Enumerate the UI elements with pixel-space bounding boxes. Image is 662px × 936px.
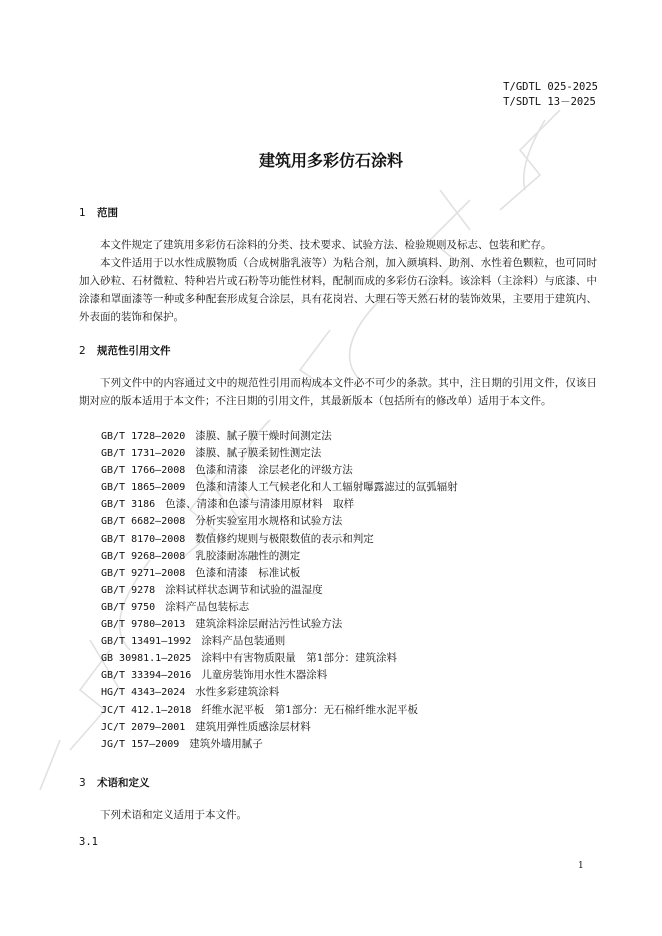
reference-item (101, 719, 458, 736)
reference-code: JC/T 2079—2001 (101, 721, 186, 733)
reference-title: 乳胶漆耐冻融性的测定 (195, 549, 301, 562)
section-title: 范围 (97, 207, 118, 219)
scope-paragraphs (79, 236, 597, 326)
reference-list (101, 428, 458, 753)
section-heading-scope (79, 205, 118, 220)
section-title: 规范性引用文件 (97, 345, 171, 357)
reference-item (101, 479, 458, 496)
reference-title: 建筑用弹性质感涂层材料 (195, 720, 311, 733)
section-number: 3 (79, 777, 86, 789)
section-number: 1 (79, 207, 86, 219)
reference-title: 色漆和清漆 标准试板 (195, 566, 301, 579)
reference-item (101, 702, 458, 719)
reference-title: 纤维水泥平板 第1部分：无石棉纤维水泥平板 (201, 703, 418, 716)
reference-title: 水性多彩建筑涂料 (195, 686, 280, 699)
reference-code: GB/T 1766—2008 (101, 465, 186, 477)
page-number: 1 (578, 861, 584, 871)
standard-code: T/SDTL 13－2025 (503, 96, 596, 108)
reference-item (101, 445, 458, 462)
reference-item (101, 496, 458, 513)
paragraph: 下列术语和定义适用于本文件。 (100, 809, 247, 821)
reference-item (101, 462, 458, 479)
reference-title: 涂料产品包装标志 (165, 600, 250, 613)
reference-code: GB/T 6682—2008 (101, 516, 186, 528)
reference-item (101, 548, 458, 565)
section-heading-normative-references (79, 343, 171, 358)
reference-item (101, 513, 458, 530)
reference-item (101, 428, 458, 445)
document-title: 建筑用多彩仿石涂料 (258, 151, 403, 170)
reference-code: GB/T 33394—2016 (101, 670, 192, 682)
reference-title: 漆膜、腻子膜干燥时间测定法 (195, 430, 332, 442)
reference-title: 色漆和清漆人工气候老化和人工辐射曝露滤过的氙弧辐射 (195, 481, 458, 494)
reference-item (101, 565, 458, 582)
reference-title: 漆膜、腻子膜柔韧性测定法 (195, 447, 322, 460)
reference-title: 涂料试样状态调节和试验的温湿度 (165, 583, 323, 596)
section-title: 术语和定义 (97, 777, 150, 789)
reference-title: 建筑外墙用腻子 (189, 737, 263, 750)
reference-code: JC/T 412.1—2018 (101, 704, 192, 716)
reference-item (101, 650, 458, 667)
reference-title: 分析实验室用水规格和试验方法 (195, 515, 343, 528)
reference-title: 儿童房装饰用水性木器涂料 (201, 669, 328, 682)
reference-item (101, 633, 458, 650)
paragraph: 本文件适用于以水性成膜物质（合成树脂乳液等）为粘合剂，加入颜填料、助剂、水性着色颗粒，也可同时加入砂粒、石材微粒、特种岩片或石粉等功能性材料，配制而成的多彩仿石涂料。该涂料（主涂料）与底漆、中涂漆和罩面漆等一种或多种配套形成复合涂层，具有花岗岩、大理石等天然石材的装饰效果，主要用于建筑内、外表面的装饰和保护。 (79, 257, 597, 323)
reference-title: 涂料产品包装通则 (201, 635, 286, 648)
reference-title: 色漆和清漆 涂层老化的评级方法 (195, 464, 353, 477)
reference-item (101, 582, 458, 599)
reference-code: GB/T 9268—2008 (101, 550, 186, 562)
paragraph: 本文件规定了建筑用多彩仿石涂料的分类、技术要求、试验方法、检验规则及标志、包装和贮存。 (100, 239, 552, 251)
reference-code: GB/T 1731—2020 (101, 448, 186, 460)
section-number: 2 (79, 345, 86, 357)
references-intro (79, 374, 597, 410)
paragraph: 下列文件中的内容通过文中的规范性引用而构成本文件必不可少的条款。其中，注日期的引用文件，仅该日期对应的版本适用于本文件；不注日期的引用文件，其最新版本（包括所有的修改单）适用于本文件。 (79, 377, 597, 407)
reference-code: GB/T 1728—2020 (101, 431, 186, 442)
standard-code: T/GDTL 025-2025 (503, 81, 598, 93)
reference-item (101, 667, 458, 684)
reference-code: GB/T 9278 (101, 584, 156, 596)
reference-title: 色漆、清漆和色漆与清漆用原材料 取样 (165, 498, 355, 511)
reference-code: GB 30981.1—2025 (101, 653, 192, 665)
standard-codes (503, 80, 598, 110)
reference-item (101, 684, 458, 701)
reference-code: GB/T 9271—2008 (101, 567, 186, 579)
terms-intro (79, 806, 597, 824)
reference-item (101, 599, 458, 616)
reference-code: GB/T 13491—1992 (101, 636, 192, 648)
reference-code: JG/T 157—2009 (101, 738, 180, 750)
reference-title: 数值修约规则与极限数值的表示和判定 (195, 532, 374, 545)
reference-item (101, 736, 458, 753)
reference-code: GB/T 9780—2013 (101, 619, 186, 631)
reference-code: GB/T 8170—2008 (101, 533, 186, 545)
reference-code: GB/T 9750 (101, 601, 156, 613)
reference-item (101, 616, 458, 633)
subclause-number: 3.1 (79, 836, 98, 848)
reference-title: 涂料中有害物质限量 第1部分：建筑涂料 (201, 652, 397, 665)
reference-title: 建筑涂料涂层耐沾污性试验方法 (195, 618, 343, 631)
reference-item (101, 531, 458, 548)
section-heading-terms-definitions (79, 775, 150, 790)
reference-code: GB/T 1865—2009 (101, 482, 186, 494)
reference-code: HG/T 4343—2024 (101, 687, 186, 699)
reference-code: GB/T 3186 (101, 499, 156, 511)
